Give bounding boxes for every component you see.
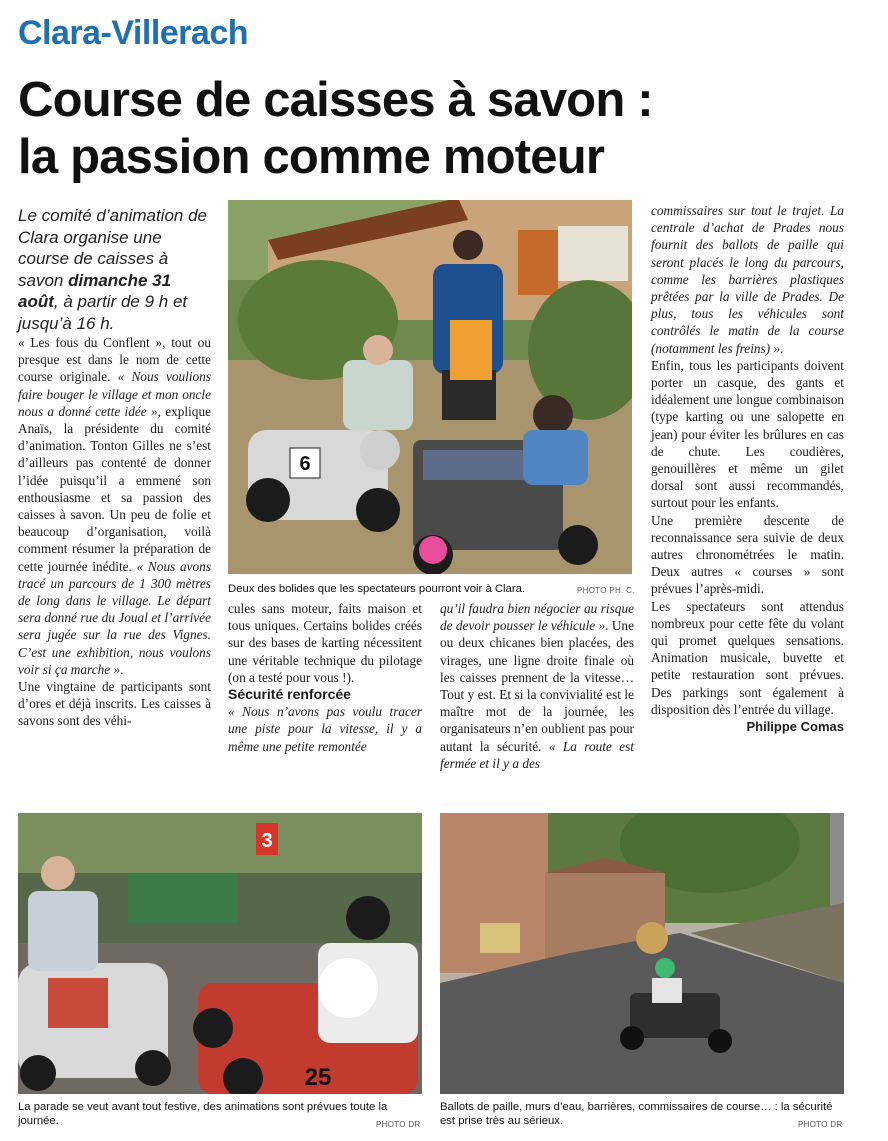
locality-label: Clara-Villerach	[18, 14, 249, 52]
bottom-left-photo	[18, 813, 422, 1094]
article-column-3	[440, 600, 634, 772]
bottom-right-credit: PHOTO DR	[798, 1120, 843, 1129]
article-column-1	[18, 205, 211, 730]
headline-line-1: Course de caisses à savon :	[18, 73, 653, 127]
paragraph: qu’il faudra bien négocier au risque de devoir pousser le véhicule ». Une ou deux chicanes bien placées, des virages, une ligne droite finale où les caisses prennent de la vitesse… Tout y est. Et si la convivialité est le maître mot de la journée, les organisateurs n’en oublient pas pour autant la sécurité. « La route est fermée et il y a des	[440, 601, 634, 771]
paragraph: cules sans moteur, faits maison et tous uniques. Certains bolides créés sur des bases de karting nécessitent une véritable technique du pilotage (on a testé pour vous !).	[228, 601, 422, 685]
paragraph: « Les fous du Conflent », tout ou presque est dans le nom de cette course originale. « Nous voulions faire bouger le village et mon oncle nous a donné cette idée », explique Anaïs, la présidente du comité d’animation. Tonton Gilles ne s’est d’ailleurs pas contenté de donner l’idée puisqu’il a emmené son enthousiasme et sa passion des caisses à savon. Un peu de folie et beaucoup d’organisation, voilà comment résumer la préparation de cette journée inédite. « Nous avons tracé un parcours de 1 300 mètres de long dans le village. Le départ sera donné rue du Joual et l’arrivée sera jugée sur la rue des Vignes. C’est une exhibition, nous voulons voir si ça marche ».	[18, 335, 212, 677]
headline	[18, 72, 878, 186]
section-subhead: Sécurité renforcée	[228, 686, 351, 703]
kart-number-left: 3	[261, 830, 273, 852]
headline-line-2: la passion comme moteur	[18, 130, 605, 184]
top-photo-credit: PHOTO PH. C.	[577, 586, 635, 595]
article-column-4	[651, 202, 844, 735]
paragraph: Enfin, tous les participants doivent porter un casque, des gants et idéalement une longue combinaison (type karting ou une salopette en jean) pour éviter les brûlures en cas de chute. Les coudières, genouillères et même un gilet dorsal sont aussi recommandés, surtout pour les enfants.	[651, 357, 844, 511]
article-column-2	[228, 600, 422, 755]
kart-number-top: 6	[299, 453, 311, 475]
paragraph: « Nous n’avons pas voulu tracer une piste pour la vitesse, il y a même une petite remontée	[228, 704, 422, 754]
paragraph: commissaires sur tout le trajet. La centrale d’achat de Prades nous fournit des ballots de paille qui seront placés le long du parcours, comme les barrières plastiques prêtées par la ville de Prades. De plus, tous les véhicules sont contrôlés le matin de la course (notamment les freins) ».	[651, 203, 844, 356]
bottom-left-caption: La parade se veut avant tout festive, des animations sont prévues toute la journée.	[18, 1101, 388, 1127]
kart-number-front: 25	[304, 1064, 332, 1091]
paragraph: Une vingtaine de participants sont d’ores et déjà inscrits. Les caisses à savons sont des véhi-	[18, 679, 211, 729]
paragraph: Les spectateurs sont attendus nombreux pour cette fête du volant qui promet quelques sensations. Animation musicale, buvette et petite restauration sont prévues. Des parkings sont également à disposition dès l’entrée du village.	[651, 598, 844, 717]
top-photo	[228, 200, 632, 574]
bottom-right-photo	[440, 813, 844, 1094]
top-photo-caption: Deux des bolides que les spectateurs pourront voir à Clara.	[228, 583, 526, 595]
chapo-date: dimanche 31 août	[18, 270, 172, 311]
byline: Philippe Comas	[746, 719, 844, 735]
bottom-right-caption: Ballots de paille, murs d’eau, barrières, commissaires de course… : la sécurité est prise très au sérieux.	[440, 1101, 833, 1127]
paragraph: Une première descente de reconnaissance sera suivie de deux autres chronométrées le matin. Deux autres « courses » sont prévues l’après-midi.	[651, 512, 844, 597]
bottom-left-credit: PHOTO DR	[376, 1120, 421, 1129]
article-chapo: Le comité d’animation de Clara organise une course de caisses à savon dimanche 31 août, à partir de 9 h et jusqu’à 16 h.	[18, 206, 208, 333]
